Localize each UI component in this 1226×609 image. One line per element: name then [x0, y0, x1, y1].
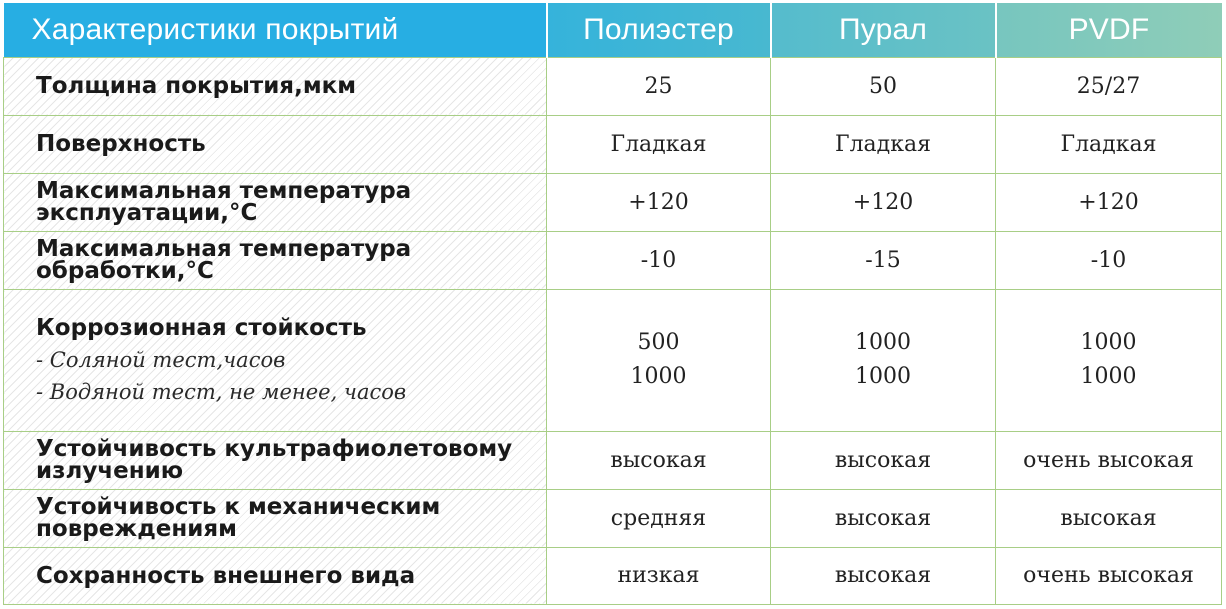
- row-label-max-operating-temp: Максимальная температура эксплуатации,°C: [4, 173, 547, 231]
- cell-pural: +120: [771, 173, 996, 231]
- row-label-thickness: Толщина покрытия,мкм: [4, 57, 547, 115]
- header-characteristics: Характеристики покрытий: [4, 3, 547, 57]
- corrosion-title: Коррозионная стойкость: [36, 315, 367, 341]
- coatings-comparison-table: [3, 3, 1222, 605]
- cell-polyester: [547, 289, 771, 431]
- row-label-corrosion: [4, 289, 547, 431]
- table-row: [4, 231, 1222, 289]
- cell-pural: [771, 289, 996, 431]
- cell-pvdf: +120: [996, 173, 1222, 231]
- corrosion-salt-test: - Соляной тест,часов: [36, 348, 286, 372]
- salt-test-value: 1000: [855, 330, 911, 355]
- cell-polyester: Гладкая: [547, 115, 771, 173]
- header-polyester: Полиэстер: [547, 3, 771, 57]
- cell-pvdf: Гладкая: [996, 115, 1222, 173]
- cell-pvdf: -10: [996, 231, 1222, 289]
- cell-pvdf: 25/27: [996, 57, 1222, 115]
- cell-polyester: 25: [547, 57, 771, 115]
- table-row: [4, 289, 1222, 431]
- water-test-value: 1000: [1080, 364, 1137, 389]
- water-test-value: 1000: [855, 364, 911, 389]
- cell-pural: высокая: [771, 547, 996, 604]
- cell-polyester: низкая: [547, 547, 771, 604]
- cell-polyester: высокая: [547, 431, 771, 489]
- salt-test-value: 1000: [1080, 330, 1137, 355]
- header-pvdf: PVDF: [996, 3, 1222, 57]
- table-header-row: [4, 3, 1222, 57]
- row-label-max-processing-temp: Максимальная температура обработки,°C: [4, 231, 547, 289]
- table-row: [4, 57, 1222, 115]
- row-label-mechanical-resistance: Устойчивость к механическим повреждениям: [4, 489, 547, 547]
- coatings-table-wrapper: [3, 3, 1221, 604]
- cell-polyester: -10: [547, 231, 771, 289]
- cell-pvdf: [996, 289, 1222, 431]
- cell-pural: -15: [771, 231, 996, 289]
- cell-pural: высокая: [771, 489, 996, 547]
- row-label-uv-resistance: Устойчивость культрафиолетовому излучению: [4, 431, 547, 489]
- cell-pural: 50: [771, 57, 996, 115]
- salt-test-value: 500: [637, 330, 680, 355]
- cell-pvdf: высокая: [996, 489, 1222, 547]
- header-pural: Пурал: [771, 3, 996, 57]
- table-row: [4, 115, 1222, 173]
- cell-polyester: +120: [547, 173, 771, 231]
- cell-pvdf: очень высокая: [996, 547, 1222, 604]
- table-row: [4, 431, 1222, 489]
- cell-pural: высокая: [771, 431, 996, 489]
- water-test-value: 1000: [630, 364, 687, 389]
- cell-pvdf: очень высокая: [996, 431, 1222, 489]
- cell-polyester: средняя: [547, 489, 771, 547]
- table-row: [4, 547, 1222, 604]
- corrosion-water-test: - Водяной тест, не менее, часов: [36, 380, 407, 404]
- row-label-appearance-retention: Сохранность внешнего вида: [4, 547, 547, 604]
- cell-pural: Гладкая: [771, 115, 996, 173]
- table-row: [4, 173, 1222, 231]
- table-row: [4, 489, 1222, 547]
- row-label-surface: Поверхность: [4, 115, 547, 173]
